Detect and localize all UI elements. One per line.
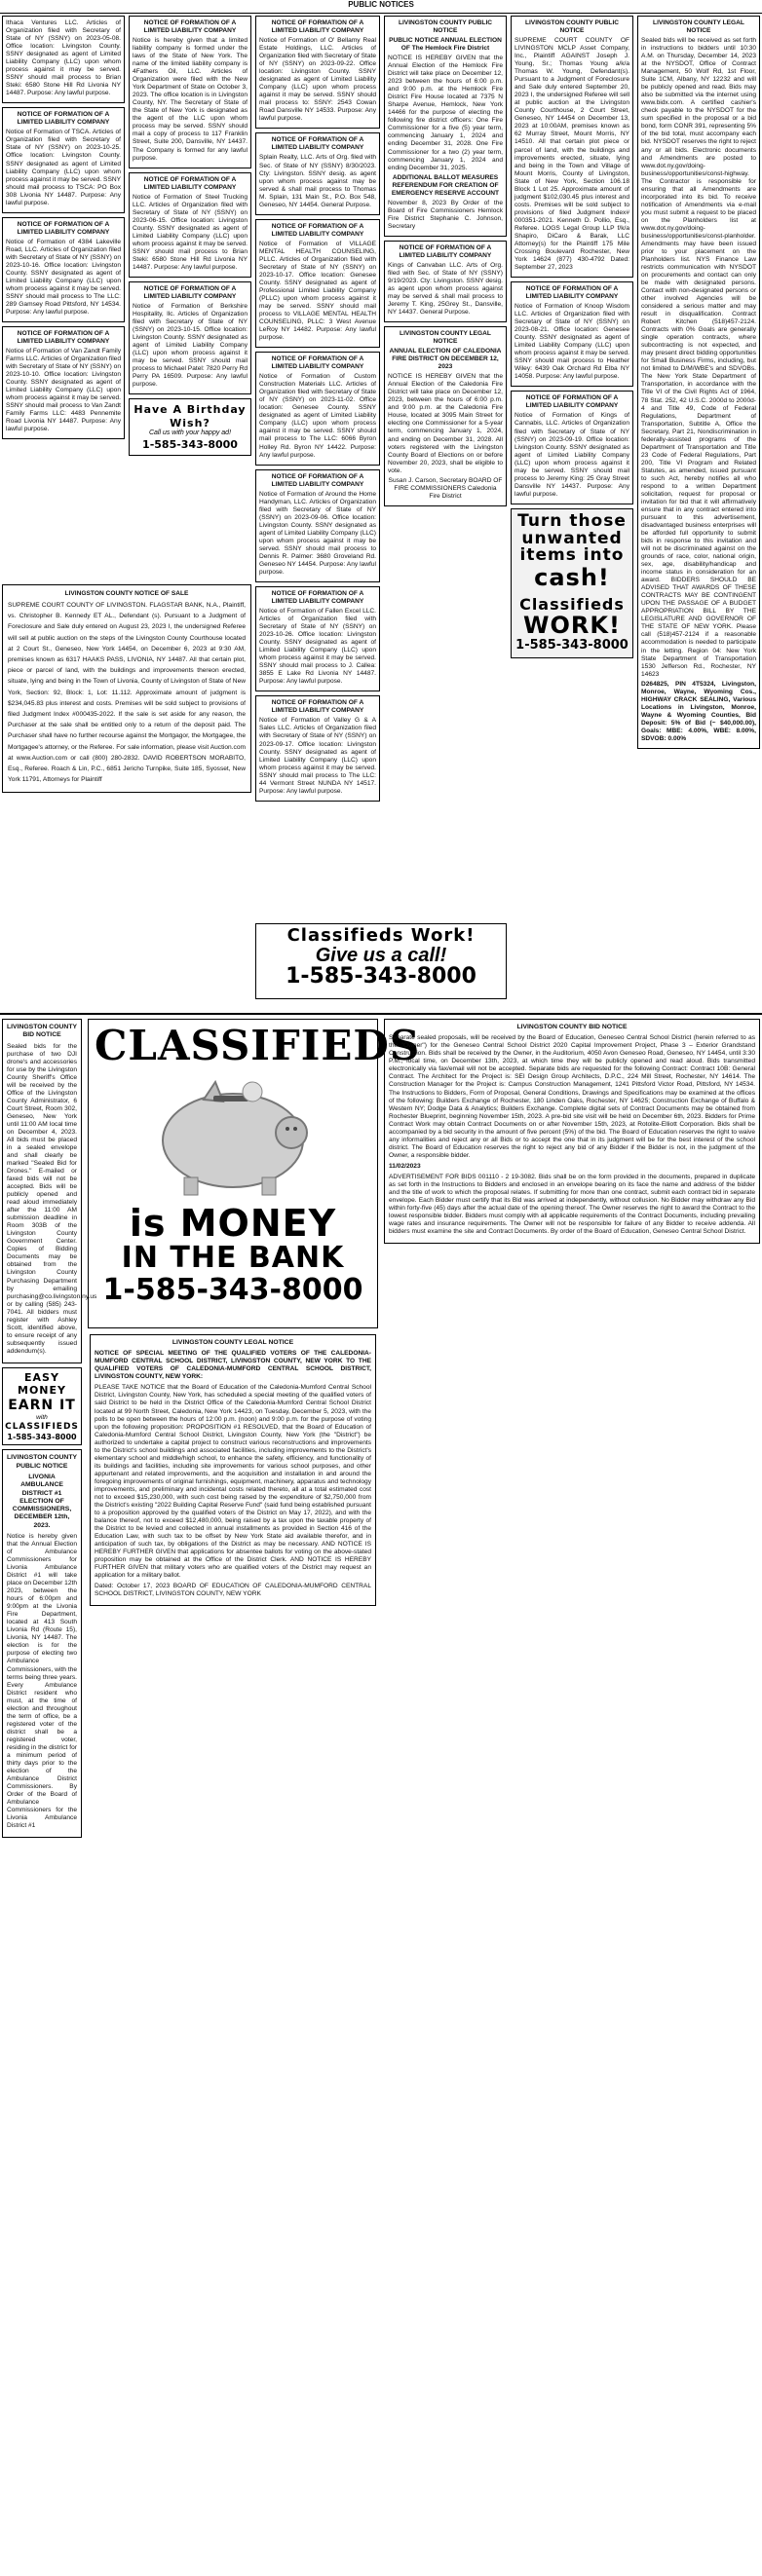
caledonia-mumford-special-meeting bbox=[90, 1334, 376, 1606]
notice-title: NOTICE OF FORMATION OF A LIMITED LIABILITY COMPANY bbox=[143, 175, 237, 191]
turn-ad-line6: WORK! bbox=[523, 611, 621, 639]
notice-title: LIVINGSTON COUNTY LEGAL NOTICE bbox=[400, 330, 491, 346]
notice-body: Notice of Formation of Fallen Excel LLC. Articles of Organization filed with Secretary of State of NY (SSNY) on 2023-10-26. Office location: Livingston County. SSNY designated as agent of Limited Liability Company (LLC) upon whom process against it may be served. SSNY should mail process to J. Callea: 3855 E Lake Rd Livonia NY 14487. Purpose: Any lawful purpose. bbox=[259, 608, 376, 686]
notice-highlight: D264825, PIN 4T5324, Livingston, Monroe, Wayne, Wyoming Cos., HIGHWAY CRACK SEALING, Various Locations in Livingston, Monroe, Wayne & Wyoming Counties, Bid Deposit: 5% of Bid (~ $40,000.00), Goals: MBE: 4.00%, WBE: 8.00%, SDVOB: 0.00% bbox=[641, 680, 756, 742]
geneseo-grandstand-bid-notice bbox=[384, 1019, 760, 1244]
easy-money-line1: EASY MONEY bbox=[18, 1370, 66, 1398]
easy-money-line4: CLASSIFIEDS bbox=[5, 1421, 79, 1432]
notice-body: Kings of Canvaban LLC. Arts of Org. filed with Sec. of State of NY (SSNY) 9/19/2023. Cty: Livingston. SSNY desig. as agent upon whom process against may be served & shall mail process to Jeremy T. King, 25Grey St., Dansville, NY 14437. General Purpose. bbox=[388, 261, 503, 317]
notice-body: Notice is hereby given that the Annual Election of Ambulance Commissioners for Livonia Ambulance District #1 will take place on December 12th 2023, between the hours of 6:00pm and 9:00pm at the Livonia Fire Department, located at 413 South Livonia Rd (Route 15), Livonia, NY 14487. The election is for the purpose of electing two Ambulance Commissioners, with the terms being three years. Every Ambulance District resident who must, at the time of election and throughout the term of office, be a registered voter of the district shall be a registered voter, residing in the district for a minimum period of thirty days prior to the election of the Ambulance District Commissioners. By Order of the Board of Ambulance Commissioners for the Livonia Ambulance District #1 bbox=[7, 1532, 77, 1830]
turn-ad-line2: unwanted bbox=[521, 528, 623, 548]
notice-body: Notice of Formation of Valley G & A Sales LLC. Articles of Organization filed with Secretary of State of NY (SSNY) on 2023-09-17. Office location: Livingston County. SSNY designated as agent of Limited Liability Company (LLC) upon whom process against it may be served. SSNY should mail process to The LLC: 44 Vermont Street NUNDA NY 14517. Purpose: Any lawful purpose. bbox=[259, 717, 376, 795]
notice-subtitle: NOTICE OF SPECIAL MEETING OF THE QUALIFIED VOTERS OF THE CALEDONIA-MUMFORD CENTRAL SCHOOL DISTRICT, LIVINGSTON COUNTY, NEW YORK TO THE QUALIFIED VOTERS OF CALEDONIA-MUMFORD CENTRAL SCHOOL DISTRICT, LIVINGSTON COUNTY, NEW YORK: bbox=[95, 1350, 371, 1381]
notice-title: NOTICE OF FORMATION OF A LIMITED LIABILITY COMPANY bbox=[271, 19, 364, 35]
llc-notice-tsca bbox=[2, 107, 125, 212]
notice-title: NOTICE OF FORMATION OF A LIMITED LIABILITY COMPANY bbox=[271, 222, 364, 238]
notice-title: NOTICE OF FORMATION OF A LIMITED LIABILITY COMPANY bbox=[143, 19, 237, 35]
notice-title: NOTICE OF FORMATION OF A LIMITED LIABILITY COMPANY bbox=[525, 394, 619, 410]
turn-items-into-cash-ad bbox=[511, 508, 633, 658]
notice-title: NOTICE OF FORMATION OF A LIMITED LIABILITY COMPANY bbox=[525, 285, 619, 301]
big-ad-line1: CLASSIFIEDS bbox=[95, 1022, 421, 1069]
notice-body: Splain Realty, LLC. Arts of Org. filed with Sec. of State of NY (SSNY) 8/30/2023. Cty: Livingston. SSNY desig. as agent upon whom process against may be served & shall mail process to Thomas M. Splain, 131 Main St., P.O. Box 548, Geneseo, NY 14454. General Purpose. bbox=[259, 154, 376, 208]
notice-title: LIVINGSTON COUNTY LEGAL NOTICE bbox=[171, 1339, 294, 1346]
livonia-ambulance-notice bbox=[2, 1449, 82, 1838]
notice-body: Notice is hereby given that a limited liability company is formed under the laws of the State of New York. The name of the limited liability company is 4Fathers Oil, LLC. Articles of Organization were filed with the New York Department of State on October 3, 2023. The office location is in Livingston County, NY. The Secretary of State of the State of New York is designated as the agent of the LLC upon whom process may be served. SSNY should mail a copy of process to 117 Franklin Street, Suite 200, Dansville, NY 14437. The Company is formed for any lawful purpose. bbox=[133, 37, 248, 162]
notice-title: NOTICE OF FORMATION OF A LIMITED LIABILITY COMPANY bbox=[271, 699, 364, 715]
notice-body: Notice of Formation of Around the Home Handyman, LLC. Articles of Organization filed with Secretary of State of NY (SSNY) on 2023-09-06. Office location: Livingston County. SSNY designated as agent of Limited Liability Company (LLC) upon whom process against it may be served. SSNY should mail process to Dennis R. Palmer: 3680 Groveland Rd. Geneseo NY 14454. Purpose: Any lawful purpose. bbox=[259, 490, 376, 576]
llc-notice-obellamy bbox=[255, 16, 380, 129]
big-ad-phone: 1-585-343-8000 bbox=[102, 1273, 363, 1307]
llc-notice-ithaca bbox=[2, 16, 125, 103]
notice-title: NOTICE OF FORMATION OF A LIMITED LIABILITY COMPANY bbox=[143, 284, 237, 300]
column-5 bbox=[509, 16, 635, 1009]
foreclosure-young bbox=[511, 16, 633, 278]
llc-notice-around-the-home bbox=[255, 469, 380, 582]
caledonia-fire-election bbox=[384, 326, 507, 506]
notice-body: Separate sealed proposals, will be received by the Board of Education, Geneseo Central School District (herein referred to as the "Owner") for the Geneseo Central School District 2020 Capital Improvement Project, Phase 3 – Exterior Grandstand Construction. Bids shall be received by the Owner, in the Auditorium, 4050 Avon Geneseo Road, Geneseo, NY 14454, until 3:30 P.M., local time, on December 13th, 2023, at which time they will be publicly opened and read aloud. Bids transmitted electronically via fax/email will not be accepted. Separate bids are requested for the following Contract: Contract 10B: General Contract. The Architect for the Project is: SEI Design Group Architects, D.P.C., 224 Mill Street, Rochester, NY 14614. The Construction Manager for the Project is: Campus Construction Management, 1241 Pittsford Victor Road, Pittsford, NY 14534. The Instructions to Bidders, Form of Proposal, General Conditions, Drawings and Specifications may be examined at the offices of the following: Builders Exchange of Rochester, 180 Linden Oaks, Rochester, NY 14625; Construction Exchange of Buffalo & Western NY; Dodge Data & Analytics; Builders Exchange. Complete digital sets of Contract Documents may be obtained from Rochester Blueprint, beginning November 15th, 2023. A pre-bid site visit will be held on December 6th, 2023. Bidders for Prime Contract Work may obtain Contract Documents on or after November 15th, 2023, at Rotolite-Elliott Corporation. Bids shall be accompanied by a bid security in the amount of five percent (5%) of the bid. The Board of Education reserves the right to waive any informalities and reject any or all Bids or to accept the one that in its judgment will be for the best interest of the school district. The Board of Education reserves the right to reject any bid of any Bidder if the Bidder is not, in the judgment of the Owner, a responsible bidder. bbox=[389, 1034, 755, 1159]
notice-title: NOTICE OF FORMATION OF A LIMITED LIABILITY COMPANY bbox=[271, 355, 364, 371]
notice-body: Notice of Formation of Van Zandt Family Farms LLC. Articles of Organization filed with Secretary of State of NY (SSNY) on 2023-10-10. Office location: Livingston County. SSNY designated as agent of Limited Liability Company (LLC) upon whom process against it may be served. SSNY should mail process to Van Zandt Family Farms LLC: 4483 Pennemite Road Livonia NY 14487. Purpose: Any lawful purpose. bbox=[6, 348, 122, 433]
notice-title: LIVINGSTON COUNTY LEGAL NOTICE bbox=[653, 19, 744, 35]
notice-body: Notice of Formation of Knoop Wisdom LLC. Articles of Organization filed with Secretary of State of NY (SSNY) on 2023-08-21. Office location: Genesee County. SSNY designated as agent of Limited Liability Company (LLC) upon whom process against it may be served. SSNY should mail process to Heather Wiley: 6439 Oak Orchard Rd Elba NY 14058. Purpose: Any lawful purpose. bbox=[514, 303, 629, 381]
notice-body: Notice of Formation of Steel Trucking LLC. Articles of Organization filed with Secretary of State of NY (SSNY) on 2023-06-15. Office location: Livingston County. SSNY designated as agent of Limited Liability Company (LLC) upon whom process against it may be served. SSNY should mail process to Brian Steki: 6580 Stone Hill Rd Livonia NY 14487. Purpose: Any lawful purpose. bbox=[133, 193, 248, 271]
classifieds-ad-headline bbox=[259, 927, 503, 945]
page-title: PUBLIC NOTICES bbox=[0, 0, 762, 14]
column-4 bbox=[382, 16, 509, 907]
turn-ad-line1: Turn those bbox=[517, 510, 627, 531]
hemlock-fire-election bbox=[384, 16, 507, 237]
llc-notice-van-zandt bbox=[2, 326, 125, 439]
notice-title: NOTICE OF FORMATION OF A LIMITED LIABILITY COMPANY bbox=[399, 243, 492, 259]
section-divider bbox=[0, 1013, 762, 1015]
notice-dated: Dated: October 17, 2023 BOARD OF EDUCATION OF CALEDONIA-MUMFORD CENTRAL SCHOOL DISTRICT, LIVINGSTON COUNTY, NEW YORK bbox=[95, 1583, 371, 1598]
notice-body: Sealed bids for the purchase of two DJI drone's and accessories for use by the Livingston County Sheriff's Office will be received by the Office of the Livingston County Administrator, 6 Court Street, Room 302, Geneseo, New York until 11:00 AM local time on December 4, 2023. All bids must be placed in a sealed envelope and shall clearly be marked "Sealed Bid for Drones." E-mailed or faxed bids will not be accepted. Bids will be publicly opened and read aloud immediately after the 11:00 AM submission deadline in Room 303B of the Livingston County Government Center. Copies of Bidding Documents may be obtained from the Livingston County Purchasing Department by emailing purchasing@co.livingston.ny.us or by calling (585) 243-7041. All bidders must register with Ashley Scott, identified above, to ensure receipt of any subsequently issued addendum(s). bbox=[7, 1042, 97, 1355]
notice-title: LIVINGSTON COUNTY PUBLIC NOTICE bbox=[398, 19, 493, 35]
llc-notice-lakeville bbox=[2, 217, 125, 322]
llc-notice-kings-cannabis bbox=[511, 391, 633, 504]
notice-footer: ADVERTISEMENT FOR BIDS 001110 - 2 19-3082. Bids shall be on the form provided in the documents, prepared in duplicate as set forth in the Instructions to Bidders and enclosed in an envelope bearing on its face the name and address of the bidder and the title of work to which the proposal relates. If submitting for more than one contract, submit each contract bid in separate envelope. Each Bidder must certify that its Bid was arrived at independently, without collusion. No Bidder may withdraw any Bid within forty-five (45) days after the actual date of the opening thereof. The Owner reserves the right to award the Contract to the lowest responsible bidder. Bidders must comply with all applicable requirements of the Contract Documents, including prevailing wage rates and insurance requirements. The Owner will not be responsible for failure of any Bidder to receive addenda. All bidders must examine the site and Contract Documents. By order of the Board of Education, Geneseo Central School District. bbox=[389, 1173, 755, 1236]
work-word: Work! bbox=[410, 925, 476, 946]
big-ad-line2: is MONEY bbox=[129, 1202, 337, 1245]
notice-title: NOTICE OF FORMATION OF A LIMITED LIABILITY COMPANY bbox=[17, 330, 110, 346]
notice-subtitle: ANNUAL ELECTION OF CALEDONIA FIRE DISTRICT ON DECEMBER 12, 2023 bbox=[389, 348, 502, 371]
classifieds-word: Classifieds bbox=[286, 925, 404, 946]
notice-body: Notice of Formation of VILLAGE MENTAL HEALTH COUNSELING, PLLC. Articles of Organization filed with Secretary of State of NY (SSNY) on 2023-10-17. Office location: Genesee County. SSNY designated as agent of Professional Limited Liability Company (PLLC) upon whom process against it may be served. SSNY should mail process to VILLAGE MENTAL HEALTH COUNSELING, PLLC: 3 West Avenue LeRoy NY 14482. Purpose: Any lawful purpose. bbox=[259, 240, 376, 342]
column-2 bbox=[127, 16, 253, 580]
notice-signature: Susan J. Carson, Secretary BOARD OF FIRE COMMISSIONERS Caledonia Fire District bbox=[388, 476, 503, 500]
notice-of-sale-section bbox=[0, 584, 253, 1009]
notice-body: Sealed bids will be received as set forth in instructions to bidders until 10:30 A.M. on Thursday, December 14, 2023 at the NYSDOT, Office of Contract Management, 50 Wolf Rd, 1st Floor, Suite 1CM, Albany, NY 12232 and will be publicly opened and read. Bids may also be submitted via the internet using www.bidx.com. A certified cashier's check payable to the NYSDOT for the sum specified in the proposal or a bid bond, form CONR 391, representing 5% of the bid total, must accompany each bid. NYSDOT reserves the right to reject any or all bids. Electronic documents and Amendments are posted to www.dot.ny.gov/doing-business/opportunities/const-highway. The Contractor is responsible for ensuring that all Amendments are incorporated into its bid. To receive notification of Amendments via e-mail you must submit a request to be placed on the Planholders list at www.dot.ny.gov/doing-business/opportunities/const-planholder. Amendments may have been issued prior to your placement on the Planholders list. NYS Finance Law restricts communication with NYSDOT on procurements and contact can only be made with designated persons. Contact with non-designated persons or other involved Agencies will be considered a serious matter and may result in disqualification. Contract Robert Kitchen (518)457-2124. Contracts with 0% Goals are generally single operation contracts, where subcontracting is not expected, and may present direct bidding opportunities for Small Business Firms, including, but not limited to D/M/WBE's and SDVOBs. The New York State Department of Transportation, in accordance with the Title VI of the Civil Rights Act of 1964, 78 Stat. 252, 42 U.S.C. 2000d to 2000d-4 and Title 49, Code of Federal Regulations, Department of Transportation, Subtitle A, Office the Secretary, Part 21, Nondiscrimination in federally-assisted programs of the Department of Transportation and Title 23 Code of Federal Regulations, Part 200, Title VI Program and Related Statutes, as amended, issued pursuant to such Act, hereby notifies all who respond to a written Department solicitation, request for proposal or invitation for bid that it will affirmatively ensure that in any contract entered into pursuant to this advertisement, disadvantaged business enterprises will be afforded full opportunity to submit bids in response to this invitation and will not be discriminated against on the grounds of race, color, national origin, sex, age, disability/handicap and income status in consideration for an award. BIDDERS SHOULD BE ADVISED THAT AWARDS OF THESE CONTRACTS MAY BE CONTINGENT UPON THE PASSAGE OF A BUDGET APPROPRIATION BILL BY THE LEGISLATURE AND GOVERNOR OF THE STATE OF NEW YORK. Please call (518)457-2124 if a reasonable accommodation is needed to participate in the letting. Region 04: New York State Department of Transportation 1530 Jefferson Rd., Rochester, NY 14623 bbox=[641, 37, 756, 678]
classifieds-work-ad bbox=[255, 923, 507, 999]
llc-notice-berkshire bbox=[129, 281, 251, 394]
notice-title: LIVINGSTON COUNTY BID NOTICE bbox=[7, 1024, 78, 1039]
notice-title: LIVINGSTON COUNTY NOTICE OF SALE bbox=[64, 590, 189, 597]
notice-title: LIVINGSTON COUNTY BID NOTICE bbox=[516, 1024, 628, 1030]
bottom-right-column bbox=[382, 1019, 762, 2572]
birthday-ad-subline: Call us with your happy ad! bbox=[148, 429, 232, 437]
nysdot-bid-notice bbox=[637, 16, 760, 749]
turn-ad-line5: Classifieds bbox=[519, 594, 625, 614]
birthday-ad-phone: 1-585-343-8000 bbox=[142, 437, 238, 451]
notice-subtitle: PUBLIC NOTICE ANNUAL ELECTION OF The Hemlock Fire District bbox=[389, 37, 502, 53]
turn-ad-phone: 1-585-343-8000 bbox=[515, 637, 629, 653]
notice-body: Notice of Formation of TSCA. Articles of Organization filed with Secretary of State of NY (SSNY) on 2023-10-25. Office location: Livingston County. SSNY designated as agent of Limited Liability Company (LLC) upon whom process against it may be served. SSNY should mail process to TSCA: PO Box 308 Livonia NY 14487. Purpose: Any lawful purpose. bbox=[6, 129, 122, 206]
notice-title: NOTICE OF FORMATION OF A LIMITED LIABILITY COMPANY bbox=[271, 472, 364, 488]
column-3 bbox=[253, 16, 382, 1009]
turn-ad-line3: items into bbox=[519, 545, 625, 566]
notice-body: PLEASE TAKE NOTICE that the Board of Education of the Caledonia-Mumford Central School District, Livingston County, New York, has scheduled a special meeting of the qualified voters of said District to be held in the District Office of the Caledonia-Mumford Central School District located at 99 North Street, Caledonia, New York 14423, on Tuesday, December 5, 2023, with the polls to be open between the hours of 12:00 p.m. (noon) and 9:00 p.m. for the purpose of voting upon the following proposition: PROPOSITION #1 RESOLVED, that the Board of Education of Caledonia-Mumford Central School District, Livingston County, New York (the "District") be authorized to undertake a capital project to construct various reconstructions and improvements to the District's school buildings and associated facilities, including improvements to the District's elementary school and middle/high school, to enhance the safety, efficiency, and functionality of its buildings and facilities, including site improvements for various school purposes, and other appurtenant and related improvements, and the acquisition and installation in and around the foregoing improvements of original furnishings, equipment, machinery, apparatus and technology improvements, and preliminary and incidental costs related thereto, all at a total estimated cost not to exceed $15,230,000, with such cost being raised by the expenditure of $2,750,000 from the District's existing "2022 Building Capital Reserve Fund" (said fund being established pursuant to a proposition approved by the qualified voters of the District on May 17, 2022), and with the balance thereof, not to exceed $12,480,000, being raised by a tax upon the taxable property of the District to be levied and collected in annual installments as provided in Section 416 of the Education Law, with such tax to be offset by New York State aid available therefor, and in anticipation of such tax, by obligations of the District as may be necessary. AND NOTICE IS HEREBY FURTHER GIVEN that applications for absentee ballots for voting on the above-stated proposition may be obtained at the Office of the District Clerk. AND NOTICE IS HEREBY FURTHER GIVEN that military voters who are qualified voters of the District may request an application for a military ballot. bbox=[95, 1384, 371, 1580]
birthday-ad-headline: Have A Birthday Wish? bbox=[133, 403, 247, 429]
notice-body: SUPREME COURT COUNTY OF LIVINGSTON MCLP Asset Company, Inc., Plaintiff AGAINST Joseph J. Young, Sr.; Thomas Young a/k/a Thomas W. Young, Defendant(s). Pursuant to a Judgment of Foreclosure and Sale duly entered September 20, 2023 I, the undersigned Referee will sell at public auction at the Livingston County Courthouse, 2 Court Street, Geneseo, NY 14454 on December 13, 2023 at 10:00AM, premises known as 62 Murray Street, Mount Morris, NY 14510. All that certain plot piece or parcel of land, with the buildings and improvements erected, situate, lying and being in the Town and Village of Mount Morris, County of Livingston, State of New York, Section 106.18 Block 1 Lot 25. Approximate amount of judgment $102,030.45 plus interest and costs. Premises will be sold subject to provisions of filed Judgment Index# 000351-2021. Kenneth D. Pollio, Esq., Referee. LOGS Legal Group LLP f/k/a Shapiro, DiCaro & Barak, LLC Attorney(s) for the Plaintiff 175 Mile Crossing Boulevard Rochester, New York 14624 (877) 430-4792 Dated: September 27, 2023 bbox=[514, 37, 629, 271]
classifieds-ad-phone: 1-585-343-8000 bbox=[286, 964, 476, 989]
turn-ad-line4: cash! bbox=[534, 564, 610, 592]
llc-notice-4fathers bbox=[129, 16, 251, 168]
llc-notice-steel-trucking bbox=[129, 172, 251, 278]
notice-body: Notice of Formation of Kings of Cannabis, LLC. Articles of Organization filed with Secretary of State of NY (SSNY) on 2023-09-19. Office location: Livingston County. SSNY designated as agent of Limited Liability Company (LLC) upon whom process against it may be served. SSNY should mail process to Jeremy King: 25 Gray Street Dansville NY 14437. Purpose: Any lawful purpose. bbox=[514, 412, 629, 498]
notice-date: 11/02/2023 bbox=[389, 1162, 421, 1170]
easy-money-ad bbox=[2, 1367, 82, 1446]
notice-title: NOTICE OF FORMATION OF A LIMITED LIABILITY COMPANY bbox=[271, 589, 364, 605]
column-6 bbox=[635, 16, 762, 1009]
easy-money-phone: 1-585-343-8000 bbox=[7, 1432, 77, 1441]
llc-notice-valley-ga bbox=[255, 695, 380, 801]
notice-subtitle: LIVONIA AMBULANCE DISTRICT #1 ELECTION OF COMMISSIONERS, DECEMBER 12th, 2023. bbox=[12, 1474, 72, 1529]
easy-money-line2: EARN IT bbox=[8, 1397, 76, 1413]
bottom-middle-column bbox=[88, 1334, 378, 2572]
easy-money-line3: with bbox=[36, 1413, 48, 1421]
llc-notice-custom-construction bbox=[255, 352, 380, 465]
notice-title: LIVINGSTON COUNTY PUBLIC NOTICE bbox=[7, 1454, 78, 1470]
drone-bid-notice bbox=[2, 1019, 97, 1363]
ballot-measure-title: ADDITIONAL BALLOT MEASURES REFERENDUM FOR CREATION OF EMERGENCY RESERVE ACCOUNT bbox=[391, 173, 500, 197]
notice-title: LIVINGSTON COUNTY PUBLIC NOTICE bbox=[524, 19, 620, 35]
bottom-left-column bbox=[0, 1019, 97, 2572]
llc-notice-kings-canvaban bbox=[384, 241, 507, 322]
notice-title: NOTICE OF FORMATION OF A LIMITED LIABILITY COMPANY bbox=[271, 136, 364, 152]
notice-body: NOTICE IS HEREBY GIVEN that the Annual Election of the Caledonia Fire District will take place on December 12, 2023, between the hours of 6:00 p.m. and 9:00 p.m. at the Caledonia Fire House, located at 3095 Main Street for electing one Commissioner for a 5-year term, commencing January 1, 2024, and ending on December 31, 2028. All voters registered with the Livingston County Board of Elections on or before November 20, 2023, shall be eligible to vote. bbox=[388, 373, 503, 474]
notice-body: Notice of Formation of Custom Construction Materials LLC. Articles of Organization filed with Secretary of State of NY (SSNY) on 2023-11-02. Office location: Genesee County. SSNY designated as agent of Limited Liability Company (LLC) upon whom process against it may be served. SSNY should mail process to The LLC: 6066 Byron Holley Rd. Byron NY 14422. Purpose: Any lawful purpose. bbox=[259, 373, 376, 459]
llc-notice-knoop bbox=[511, 281, 633, 387]
flagstar-notice-of-sale bbox=[2, 584, 251, 793]
notice-body: Notice of Formation of 4384 Lakeville Road, LLC. Articles of Organization filed with Secretary of State of NY (SSNY) on 2023-10-16. Office location: Livingston County. SSNY designated as agent of Limited Liability Company (LLC) upon whom process against it may be served. SSNY should mail process to The LLC: 289 Gamsey Road Pittsford, NY 14534. Purpose: Any lawful purpose. bbox=[6, 238, 121, 317]
notice-body: NOTICE IS HEREBY GIVEN that the Annual Election of the Hemlock Fire District will take place on December 12, 2023 between the hours of 6:00 p.m. and 9:00 p.m. at the Hemlock Fire District Fire House located at 7375 N Sharpe Avenue, Hemlock, New York 14466 for the purpose of electing the following fire district officers: One Fire Commissioner for a five (5) year term, commencing January 1, 2024 and ending December 31, 2028. One Fire Commissioner for a two (2) year term, commencing January 1, 2024 and ending December 31, 2025. bbox=[388, 55, 503, 171]
notice-body: Notice of Formation of Berkshire Hospitality, llc. Articles of Organization filed with Secretary of State of NY (SSNY) on 2023-10-15. Office location: Livingston County. SSNY designated as agent of Limited Liability Company (LLC) upon whom process against it may be served. SSNY should mail process to Michael Patel: 7820 Perry Rd Perry PA 16509. Purpose: Any lawful purpose. bbox=[133, 303, 248, 389]
birthday-ad bbox=[129, 398, 251, 456]
notice-body: Ithaca Ventures LLC. Articles of Organization filed with Secretary of State of NY (SSNY) on 2023-05-08. Office location: Livingston County. SSNY designated as agent of Limited Liability Company (LLC) upon whom process against it may be served. SSNY should mail process to Brian Steki: 6580 Stone Hill Rd Livonia NY 14487. Purpose: Any lawful purpose. bbox=[6, 19, 121, 97]
llc-notice-fallen-excel bbox=[255, 586, 380, 691]
notice-title: NOTICE OF FORMATION OF A LIMITED LIABILITY COMPANY bbox=[17, 220, 110, 236]
llc-notice-village-mental-health bbox=[255, 219, 380, 348]
column-1 bbox=[0, 16, 127, 580]
notice-body: SUPREME COURT COUNTY OF LIVINGSTON. FLAGSTAR BANK, N.A., Plaintiff, vs. Christopher B. Kennedy ET AL., Defendant (s). Pursuant to a Judgment of Foreclosure and Sale duly entered on August 23, 2023 I, the undersigned Referee will sell at public auction on the steps of the Livingston County Courthouse located at 2 Court St., Geneseo, New York 14454, on December 6, 2023 at 9:30 AM, premises known as 6317 HAAKS PASS, LIVONIA, NY 14487. All that certain plot, piece or parcel of land, with the buildings and improvements thereon erected, situate, lying and being in the Town of Livonia, County of Livingston of State of New York, Section: 92, Block: 1, Lot: 11.112. Approximate amount of judgment is $234,045.83 plus interest and costs. Premises will be sold subject to provisions of filed Judgment Index #000435-2022. If the sale is set aside for any reason, the Purchaser at the sale shall be entitled only to a return of the deposit paid. The Purchaser shall have no further recourse against the Mortgagor, the Mortgagee, the Mortgagee's attorney, or the Referee. For sale information, please visit Auction.com at www.Auction.com or call (800) 280-2832. DAVID ROBERTSON MORABITO, Esq., Referee. Roach & Lin, P.C., 6851 Jericho Turnpike, Suite 185, Syosset, New York 11791, Attorneys for Plaintiff bbox=[8, 602, 246, 784]
llc-notice-splain bbox=[255, 132, 380, 214]
big-ad-line3: IN THE BANK bbox=[121, 1241, 345, 1275]
classifieds-ad-call: Give us a call! bbox=[315, 945, 447, 966]
notice-title: NOTICE OF FORMATION OF A LIMITED LIABILITY COMPANY bbox=[17, 111, 110, 127]
notice-body: Notice of Formation of O' Bellamy Real Estate Holdings, LLC. Articles of Organization filed with Secretary of State of NY (SSNY) on 2023-09-22. Office location: Livingston County. SSNY designated as agent of Limited Liability Company (LLC) upon whom process against it may be served. SSNY should mail process to: SSNY: 2543 Cowan Road Dansville NY 14533. Purpose: Any lawful purpose. bbox=[259, 37, 376, 123]
ballot-measure-body: November 8, 2023 By Order of the Board of Fire Commissioners Hemlock Fire District Stephanie C. Johnson, Secretary bbox=[388, 199, 503, 230]
piggy-bank-icon bbox=[145, 1072, 321, 1199]
